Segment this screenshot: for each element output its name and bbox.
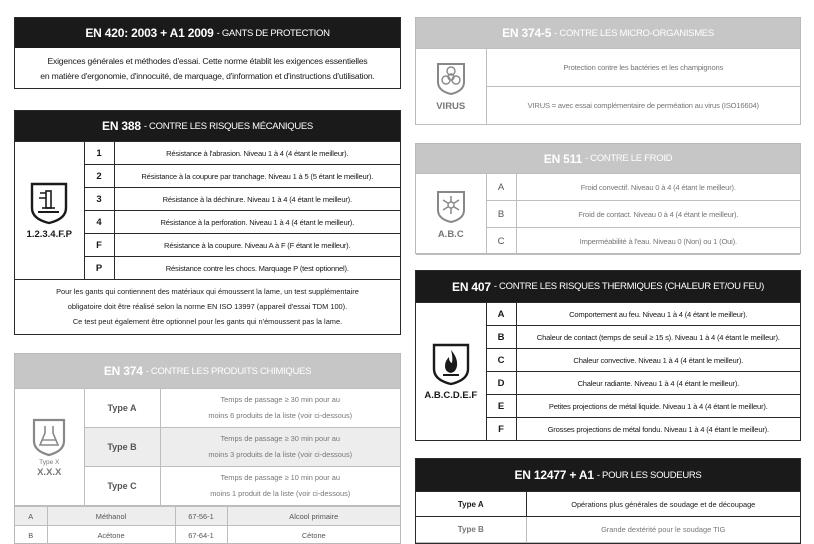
en511-panel	[415, 143, 801, 254]
en511-header	[416, 144, 800, 173]
en12477-desc: Grande dextérité pour le soudage TIG	[526, 517, 800, 543]
en12477-code: EN 12477 + A1	[514, 468, 594, 482]
en407-label: A.B.C.D.E.F	[424, 390, 478, 401]
en407-desc: Chaleur convective. Niveau 1 à 4 (4 étant le meilleur).	[516, 349, 800, 372]
en374-type-table	[15, 388, 400, 506]
en511-key: C	[486, 228, 516, 255]
en374-code: EN 374	[103, 364, 143, 378]
flask-glove-icon	[31, 417, 67, 457]
en388-desc: Résistance à l'abrasion. Niveau 1 à 4 (4 étant le meilleur).	[114, 142, 400, 165]
en420-description	[15, 48, 400, 90]
en407-header	[416, 271, 800, 302]
en511-subtitle: - CONTRE LE FROID	[584, 153, 673, 164]
en3745-code: EN 374-5	[502, 26, 552, 40]
en374-type-desc-line2: moins 6 produits de la liste (voir ci-dessous)	[208, 411, 353, 420]
en374-type-desc-line2: moins 1 produit de la liste (voir ci-dessous)	[210, 489, 351, 498]
chemical-name: Méthanol	[47, 507, 175, 526]
en388-key: 1	[84, 142, 114, 165]
en388-key: 2	[84, 165, 114, 188]
en388-table	[15, 141, 400, 280]
en420-subtitle: - GANTS DE PROTECTION	[216, 27, 330, 39]
en511-key: B	[486, 201, 516, 228]
en511-desc: Froid convectif. Niveau 0 à 4 (4 étant le meilleur).	[516, 174, 800, 201]
en374-type-desc	[160, 467, 400, 506]
en388-icon-cell	[15, 142, 84, 280]
en388-desc: Résistance à la coupure par tranchage. Niveau 1 à 5 (5 étant le meilleur).	[114, 165, 400, 188]
en388-panel	[14, 110, 401, 335]
en374-type-desc-line1: Temps de passage ≥ 30 min pour au	[220, 395, 340, 404]
en374-icon-cell	[15, 389, 84, 506]
en407-desc: Grosses projections de métal fondu. Niveau 1 à 4 (4 étant le meilleur).	[516, 418, 800, 441]
en388-desc: Résistance à la coupure. Niveau A à F (F étant le meilleur).	[114, 234, 400, 257]
en407-key: C	[486, 349, 516, 372]
en3745-desc: Protection contre les bactéries et les champignons	[486, 49, 800, 87]
en407-key: A	[486, 303, 516, 326]
en407-desc: Chaleur radiante. Niveau 1 à 4 (4 étant le meilleur).	[516, 372, 800, 395]
en388-subtitle: - CONTRE LES RISQUES MÉCANIQUES	[143, 120, 313, 132]
en374-type-name: Type C	[84, 467, 160, 506]
en388-note-line1: Pour les gants qui contiennent des matériaux qui émoussent la lame, un test supplémentaire	[56, 287, 359, 296]
en420-panel	[14, 17, 401, 89]
en420-header	[15, 18, 400, 48]
en407-desc: Petites projections de métal liquide. Niveau 1 à 4 (4 étant le meilleur).	[516, 395, 800, 418]
en407-table	[416, 302, 800, 441]
en511-icon-cell	[416, 174, 486, 255]
en3745-table	[416, 48, 800, 125]
en12477-header	[416, 459, 800, 491]
en388-key: F	[84, 234, 114, 257]
en374-type-desc	[160, 428, 400, 467]
en420-line1: Exigences générales et méthodes d'essai. Cette norme établit les exigences essentielles	[47, 56, 368, 66]
en407-subtitle: - CONTRE LES RISQUES THERMIQUES (CHALEUR ET/OU FEU)	[493, 281, 764, 292]
en511-label: A.B.C	[437, 228, 464, 240]
en388-key: 4	[84, 211, 114, 234]
en388-desc: Résistance contre les chocs. Marquage P (test optionnel).	[114, 257, 400, 280]
en374-type-desc-line2: moins 3 produits de la liste (voir ci-dessous)	[208, 450, 353, 459]
en374-type-name: Type B	[84, 428, 160, 467]
en374-type-desc	[160, 389, 400, 428]
en374-type-name: Type A	[84, 389, 160, 428]
flame-glove-icon	[431, 342, 471, 386]
chemical-letter: B	[15, 526, 47, 544]
chemical-letter: A	[15, 507, 47, 526]
en3745-panel	[415, 17, 801, 125]
en388-note	[15, 280, 400, 333]
en3745-subtitle: - CONTRE LES MICRO-ORGANISMES	[554, 27, 714, 39]
en407-key: E	[486, 395, 516, 418]
en420-line2: en matière d'ergonomie, d'innocuité, de marquage, d'information et d'instructions d'utilisation.	[40, 71, 375, 81]
chemical-class: Alcool primaire	[227, 507, 400, 526]
en511-code: EN 511	[543, 151, 582, 166]
en374-type-desc-line1: Temps de passage ≥ 30 min pour au	[220, 434, 340, 443]
en374-panel	[14, 353, 401, 544]
en407-key: B	[486, 326, 516, 349]
en407-icon-cell	[416, 303, 486, 441]
en407-panel	[415, 270, 801, 441]
en374-label: X.X.X	[37, 466, 62, 478]
en388-note-line3: Ce test peut également être optionnel pour les gants qui n'émoussent pas la lame.	[72, 317, 343, 326]
snowflake-glove-icon	[435, 189, 467, 225]
hammer-glove-icon	[29, 181, 69, 225]
en12477-panel	[415, 458, 801, 544]
en12477-subtitle: - POUR LES SOUDEURS	[596, 469, 702, 481]
chemical-name: Acétone	[47, 526, 175, 544]
en388-header	[15, 111, 400, 141]
en511-table	[416, 173, 800, 255]
en388-desc: Résistance à la perforation. Niveau 1 à 4 (4 étant le meilleur).	[114, 211, 400, 234]
en388-key: 3	[84, 188, 114, 211]
chemical-class: Cétone	[227, 526, 400, 544]
en374-chemicals-table	[15, 506, 400, 544]
en388-label: 1.2.3.4.F.P	[26, 229, 72, 240]
en3745-label: VIRUS	[436, 101, 466, 112]
en511-desc: Froid de contact. Niveau 0 à 4 (4 étant le meilleur).	[516, 201, 800, 228]
en511-key: A	[486, 174, 516, 201]
en12477-type: Type B	[416, 517, 526, 543]
en374-header	[15, 354, 400, 388]
en374-subtitle: - CONTRE LES PRODUITS CHIMIQUES	[145, 365, 312, 377]
en420-code: EN 420: 2003 + A1 2009	[85, 26, 214, 40]
en12477-desc: Opérations plus générales de soudage et de découpage	[526, 492, 800, 517]
en3745-desc: VIRUS = avec essai complémentaire de perméation au virus (ISO16604)	[486, 87, 800, 125]
en407-key: D	[486, 372, 516, 395]
en388-key: P	[84, 257, 114, 280]
en407-key: F	[486, 418, 516, 441]
en388-desc: Résistance à la déchirure. Niveau 1 à 4 (4 étant le meilleur).	[114, 188, 400, 211]
en407-code: EN 407	[452, 279, 491, 294]
en374-type-desc-line1: Temps de passage ≥ 10 min pour au	[220, 473, 340, 482]
en388-note-line2: obligatoire doit être réalisé selon la norme EN ISO 13997 (appareil d'essai TDM 100).	[67, 302, 348, 311]
en3745-icon-cell	[416, 49, 486, 125]
en511-desc: Imperméabilité à l'eau. Niveau 0 (Non) ou 1 (Oui).	[516, 228, 800, 255]
en374-label-small: Type X	[39, 458, 60, 466]
en407-desc: Chaleur de contact (temps de seuil ≥ 15 s). Niveau 1 à 4 (4 étant le meilleur).	[516, 326, 800, 349]
en407-desc: Comportement au feu. Niveau 1 à 4 (4 étant le meilleur).	[516, 303, 800, 326]
en12477-type: Type A	[416, 492, 526, 517]
chemical-cas: 67-56-1	[175, 507, 227, 526]
en3745-header	[416, 18, 800, 48]
en388-code: EN 388	[102, 119, 141, 133]
biohazard-glove-icon	[435, 61, 467, 97]
en12477-table	[416, 491, 800, 543]
chemical-cas: 67-64-1	[175, 526, 227, 544]
